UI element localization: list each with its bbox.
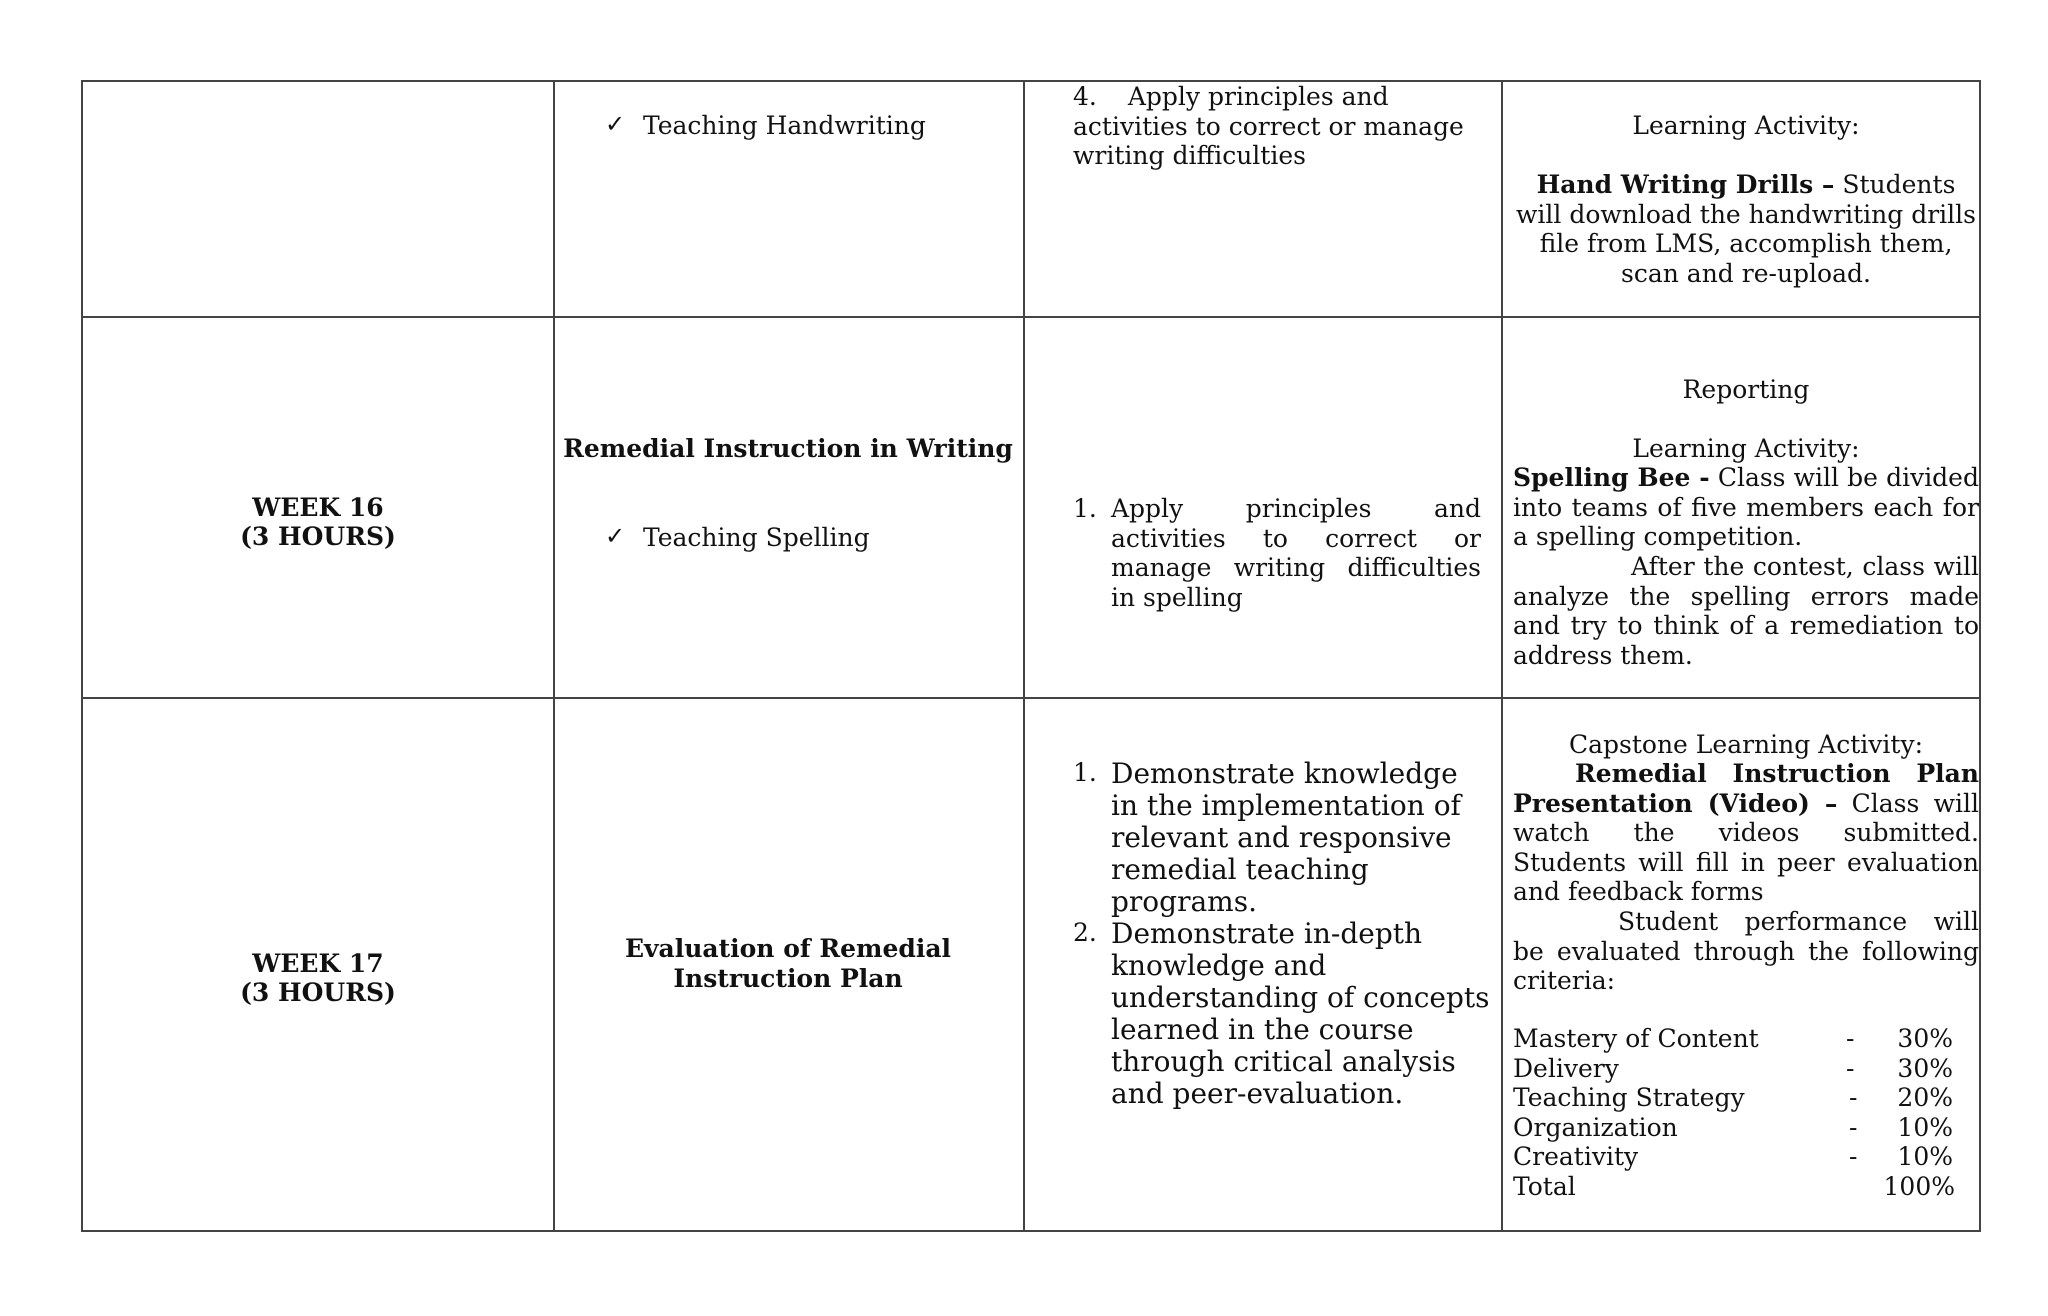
criteria-total-label: Total [1513, 1171, 1576, 1201]
week-label: WEEK 17 [252, 949, 384, 978]
objective-number: 1. [1073, 494, 1097, 523]
hours-label: (3 HOURS) [240, 522, 396, 551]
activity-description [1513, 170, 1979, 288]
topic-item: Teaching Spelling [643, 523, 870, 552]
topic-item: Teaching Handwriting [643, 111, 926, 140]
criteria-list [1513, 1024, 1979, 1204]
topic-title-line2: Instruction Plan [673, 964, 903, 993]
objective-number: 4. [1073, 82, 1097, 111]
objective-number: 1. [1073, 758, 1097, 787]
criteria-name: Delivery [1513, 1053, 1619, 1083]
column-divider [1023, 82, 1025, 1230]
criteria-total-row [1513, 1172, 1973, 1202]
activity-description-2: Student performance will be evaluated through the following criteria: [1513, 907, 1979, 995]
criteria-name: Mastery of Content [1513, 1024, 1759, 1053]
column-divider [553, 82, 555, 1230]
criteria-row [1513, 1113, 1973, 1143]
objective-text: Demonstrate in-depth knowledge and understanding of concepts learned in the course through critical analysis and peer-evaluation. [1111, 917, 1490, 1110]
criteria-row [1513, 1083, 1973, 1113]
criteria-row [1513, 1142, 1973, 1172]
criteria-percent: 20% [1897, 1083, 1953, 1112]
activity-title: Hand Writing Drills – [1536, 170, 1835, 199]
activity-title: Remedial Instruction Plan Presentation (Video) – [1513, 759, 1979, 818]
column-divider [1501, 82, 1503, 1230]
activity-heading: Learning Activity: [1632, 111, 1860, 140]
checkmark-icon: ✓ [605, 522, 626, 550]
criteria-dash: - [1846, 1024, 1855, 1053]
activity-heading: Capstone Learning Activity: [1568, 730, 1924, 759]
criteria-percent: 10% [1897, 1142, 1953, 1171]
activity-text: Class will watch the videos submitted. Students will fill in peer evaluation and feedback forms [1513, 788, 1979, 906]
syllabus-table [81, 80, 1981, 1232]
criteria-name: Teaching Strategy [1513, 1083, 1745, 1112]
criteria-row [1513, 1054, 1973, 1084]
activity-description [1513, 463, 1979, 552]
week-label: WEEK 16 [252, 493, 384, 522]
criteria-name: Organization [1513, 1112, 1678, 1142]
objective-number: 2. [1073, 918, 1097, 947]
hours-label: (3 HOURS) [240, 978, 396, 1007]
criteria-percent: 10% [1897, 1112, 1953, 1142]
criteria-dash: - [1849, 1083, 1858, 1112]
topic-title-line1: Evaluation of Remedial [624, 934, 952, 963]
activity-title: Spelling Bee - [1513, 463, 1710, 492]
activity-heading: Learning Activity: [1632, 434, 1860, 463]
criteria-dash: - [1849, 1142, 1858, 1171]
criteria-dash: - [1849, 1112, 1858, 1142]
objective-text: Apply principles and activities to correct or manage writing difficulties in spelling [1111, 494, 1481, 612]
criteria-dash: - [1846, 1053, 1855, 1083]
activity-text: Class will be divided into teams of five members each for a spelling competition. [1513, 463, 1979, 551]
objective-text-content: Apply principles and activities to correct or manage writing difficulties [1073, 82, 1464, 170]
criteria-total-percent: 100% [1883, 1171, 1955, 1201]
row-divider [83, 316, 1979, 318]
row-divider [83, 697, 1979, 699]
topic-title: Remedial Instruction in Writing [563, 434, 1013, 463]
objective-text [1073, 82, 1480, 171]
criteria-percent: 30% [1897, 1024, 1953, 1053]
checkmark-icon: ✓ [605, 110, 626, 138]
criteria-percent: 30% [1897, 1053, 1953, 1083]
criteria-row [1513, 1024, 1973, 1054]
activity-description-2: After the contest, class will analyze the spelling errors made and try to think of a remediation to address them. [1513, 552, 1979, 670]
activity-reporting: Reporting [1682, 375, 1810, 404]
activity-text: Students will download the handwriting drills file from LMS, accomplish them, scan and re-upload. [1516, 170, 1976, 288]
activity-description [1513, 759, 1979, 907]
objective-text: Demonstrate knowledge in the implementation of relevant and responsive remedial teaching programs. [1111, 757, 1461, 918]
criteria-name: Creativity [1513, 1142, 1639, 1171]
